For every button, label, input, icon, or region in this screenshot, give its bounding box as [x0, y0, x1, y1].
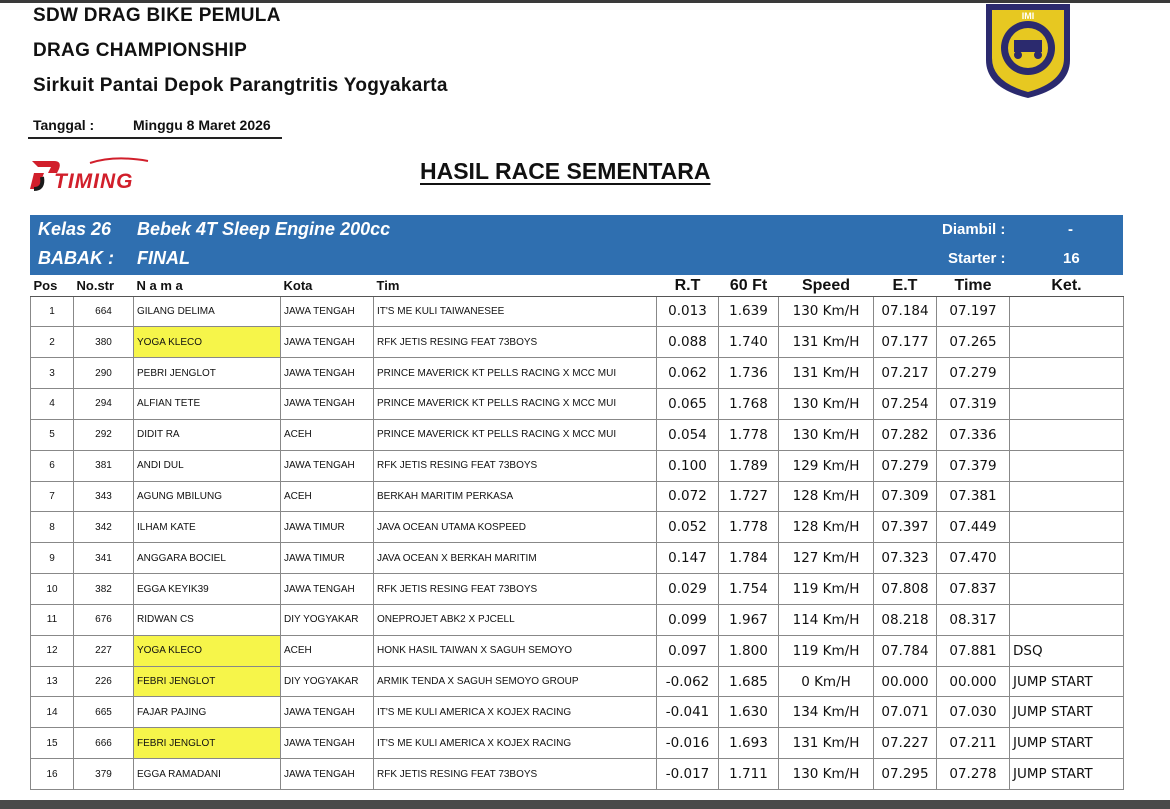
cell-speed: 130 Km/H [779, 296, 874, 327]
cell-rt: 0.054 [657, 419, 719, 450]
cell-rt: -0.041 [657, 697, 719, 728]
cell-ket: JUMP START [1010, 759, 1124, 790]
cell-tim: BERKAH MARITIM PERKASA [374, 481, 657, 512]
cell-rt: 0.029 [657, 574, 719, 605]
cell-tim: ARMIK TENDA X SAGUH SEMOYO GROUP [374, 666, 657, 697]
round-value: FINAL [137, 248, 190, 268]
table-row [31, 419, 1124, 450]
col-time: Time [937, 276, 1010, 296]
table-row [31, 296, 1124, 327]
cell-et: 07.784 [874, 635, 937, 666]
cell-time: 07.449 [937, 512, 1010, 543]
col-pos: Pos [31, 276, 74, 296]
cell-tim: RFK JETIS RESING FEAT 73BOYS [374, 759, 657, 790]
cell-60ft: 1.711 [719, 759, 779, 790]
col-kota: Kota [281, 276, 374, 296]
cell-time: 07.197 [937, 296, 1010, 327]
cell-rt: 0.099 [657, 604, 719, 635]
cell-no-str: 665 [74, 697, 134, 728]
cell-rt: 0.065 [657, 389, 719, 420]
cell-nama: ILHAM KATE [134, 512, 281, 543]
cell-kota: JAWA TENGAH [281, 697, 374, 728]
cell-et: 07.227 [874, 728, 937, 759]
imi-emblem [980, 0, 1076, 100]
cell-60ft: 1.967 [719, 604, 779, 635]
cell-time: 07.211 [937, 728, 1010, 759]
cell-kota: ACEH [281, 419, 374, 450]
cell-nama: ANDI DUL [134, 450, 281, 481]
cell-speed: 127 Km/H [779, 543, 874, 574]
cell-ket [1010, 327, 1124, 358]
cell-rt: -0.017 [657, 759, 719, 790]
cell-pos: 2 [31, 327, 74, 358]
col-et: E.T [874, 276, 937, 296]
cell-pos: 9 [31, 543, 74, 574]
cell-rt: 0.052 [657, 512, 719, 543]
cell-nama: FEBRI JENGLOT [134, 666, 281, 697]
cell-no-str: 382 [74, 574, 134, 605]
cell-ket [1010, 358, 1124, 389]
cell-ket [1010, 450, 1124, 481]
cell-time: 07.265 [937, 327, 1010, 358]
cell-time: 07.837 [937, 574, 1010, 605]
cell-60ft: 1.789 [719, 450, 779, 481]
cell-speed: 0 Km/H [779, 666, 874, 697]
cell-kota: JAWA TENGAH [281, 450, 374, 481]
cell-60ft: 1.693 [719, 728, 779, 759]
cell-tim: RFK JETIS RESING FEAT 73BOYS [374, 574, 657, 605]
cell-no-str: 226 [74, 666, 134, 697]
cell-no-str: 343 [74, 481, 134, 512]
cell-speed: 114 Km/H [779, 604, 874, 635]
cell-no-str: 381 [74, 450, 134, 481]
cell-pos: 3 [31, 358, 74, 389]
bottom-border [0, 800, 1170, 809]
table-row [31, 759, 1124, 790]
cell-60ft: 1.740 [719, 327, 779, 358]
cell-kota: JAWA TENGAH [281, 327, 374, 358]
event-title: SDW DRAG BIKE PEMULA [33, 5, 281, 26]
cell-time: 07.319 [937, 389, 1010, 420]
date-label: Tanggal : [33, 117, 95, 133]
cell-pos: 14 [31, 697, 74, 728]
cell-ket [1010, 389, 1124, 420]
cell-rt: 0.097 [657, 635, 719, 666]
cell-nama: ANGGARA BOCIEL [134, 543, 281, 574]
col-ket: Ket. [1010, 276, 1124, 296]
starter-label: Starter : [948, 250, 1006, 267]
cell-no-str: 380 [74, 327, 134, 358]
col-60ft: 60 Ft [719, 276, 779, 296]
cell-kota: JAWA TIMUR [281, 512, 374, 543]
cell-speed: 131 Km/H [779, 327, 874, 358]
cell-ket [1010, 574, 1124, 605]
cell-nama: EGGA RAMADANI [134, 759, 281, 790]
date-row [33, 117, 271, 133]
cell-nama: FEBRI JENGLOT [134, 728, 281, 759]
table-row [31, 358, 1124, 389]
cell-ket: JUMP START [1010, 697, 1124, 728]
cell-time: 07.030 [937, 697, 1010, 728]
cell-pos: 15 [31, 728, 74, 759]
cell-et: 07.323 [874, 543, 937, 574]
table-row [31, 450, 1124, 481]
table-row [31, 327, 1124, 358]
cell-et: 08.218 [874, 604, 937, 635]
col-tim: Tim [374, 276, 657, 296]
cell-pos: 6 [31, 450, 74, 481]
col-no-str: No.str [74, 276, 134, 296]
taken-value: - [1068, 221, 1073, 238]
cell-et: 00.000 [874, 666, 937, 697]
cell-pos: 13 [31, 666, 74, 697]
cell-tim: HONK HASIL TAIWAN X SAGUH SEMOYO [374, 635, 657, 666]
table-row [31, 666, 1124, 697]
cell-kota: JAWA TENGAH [281, 358, 374, 389]
cell-pos: 8 [31, 512, 74, 543]
cell-nama: GILANG DELIMA [134, 296, 281, 327]
cell-time: 07.278 [937, 759, 1010, 790]
cell-60ft: 1.778 [719, 512, 779, 543]
table-row [31, 543, 1124, 574]
col-speed: Speed [779, 276, 874, 296]
cell-nama: YOGA KLECO [134, 327, 281, 358]
cell-60ft: 1.736 [719, 358, 779, 389]
table-row [31, 481, 1124, 512]
cell-et: 07.282 [874, 419, 937, 450]
cell-no-str: 294 [74, 389, 134, 420]
cell-no-str: 342 [74, 512, 134, 543]
cell-no-str: 290 [74, 358, 134, 389]
cell-time: 07.379 [937, 450, 1010, 481]
table-row [31, 604, 1124, 635]
cell-60ft: 1.685 [719, 666, 779, 697]
date-underline [28, 137, 282, 139]
cell-ket [1010, 512, 1124, 543]
cell-kota: JAWA TENGAH [281, 574, 374, 605]
cell-speed: 119 Km/H [779, 574, 874, 605]
cell-tim: JAVA OCEAN X BERKAH MARITIM [374, 543, 657, 574]
cell-no-str: 341 [74, 543, 134, 574]
starter-value: 16 [1063, 250, 1080, 267]
cell-kota: ACEH [281, 481, 374, 512]
cell-pos: 4 [31, 389, 74, 420]
cell-nama: AGUNG MBILUNG [134, 481, 281, 512]
table-row [31, 728, 1124, 759]
cell-60ft: 1.639 [719, 296, 779, 327]
cell-pos: 1 [31, 296, 74, 327]
cell-rt: 0.147 [657, 543, 719, 574]
emblem-text: IMI [1021, 11, 1035, 21]
cell-time: 00.000 [937, 666, 1010, 697]
cell-kota: JAWA TIMUR [281, 543, 374, 574]
cell-nama: YOGA KLECO [134, 635, 281, 666]
table-row [31, 574, 1124, 605]
cell-rt: 0.062 [657, 358, 719, 389]
date-value: Minggu 8 Maret 2026 [133, 117, 271, 133]
cell-tim: IT'S ME KULI TAIWANESEE [374, 296, 657, 327]
cell-speed: 128 Km/H [779, 481, 874, 512]
cell-et: 07.254 [874, 389, 937, 420]
cell-et: 07.295 [874, 759, 937, 790]
cell-rt: 0.100 [657, 450, 719, 481]
cell-ket [1010, 604, 1124, 635]
cell-et: 07.808 [874, 574, 937, 605]
cell-no-str: 379 [74, 759, 134, 790]
cell-rt: -0.062 [657, 666, 719, 697]
cell-kota: JAWA TENGAH [281, 728, 374, 759]
cell-ket: JUMP START [1010, 666, 1124, 697]
cell-et: 07.397 [874, 512, 937, 543]
cell-speed: 130 Km/H [779, 389, 874, 420]
cell-pos: 10 [31, 574, 74, 605]
timing-logo [30, 155, 170, 195]
cell-60ft: 1.784 [719, 543, 779, 574]
cell-rt: 0.072 [657, 481, 719, 512]
cell-60ft: 1.727 [719, 481, 779, 512]
results-table [30, 276, 1124, 790]
cell-60ft: 1.630 [719, 697, 779, 728]
cell-ket [1010, 481, 1124, 512]
cell-speed: 130 Km/H [779, 759, 874, 790]
cell-nama: RIDWAN CS [134, 604, 281, 635]
cell-time: 07.381 [937, 481, 1010, 512]
cell-speed: 128 Km/H [779, 512, 874, 543]
cell-nama: EGGA KEYIK39 [134, 574, 281, 605]
cell-tim: RFK JETIS RESING FEAT 73BOYS [374, 327, 657, 358]
cell-ket: DSQ [1010, 635, 1124, 666]
cell-tim: PRINCE MAVERICK KT PELLS RACING X MCC MUI [374, 419, 657, 450]
cell-no-str: 676 [74, 604, 134, 635]
col-rt: R.T [657, 276, 719, 296]
cell-speed: 119 Km/H [779, 635, 874, 666]
class-number: Kelas 26 [38, 219, 112, 239]
cell-rt: -0.016 [657, 728, 719, 759]
cell-et: 07.177 [874, 327, 937, 358]
class-info-band [30, 215, 1123, 275]
cell-time: 07.470 [937, 543, 1010, 574]
class-name: Bebek 4T Sleep Engine 200cc [137, 219, 391, 239]
cell-pos: 11 [31, 604, 74, 635]
cell-speed: 129 Km/H [779, 450, 874, 481]
cell-no-str: 227 [74, 635, 134, 666]
cell-tim: IT'S ME KULI AMERICA X KOJEX RACING [374, 728, 657, 759]
cell-pos: 16 [31, 759, 74, 790]
cell-time: 07.881 [937, 635, 1010, 666]
report-title: HASIL RACE SEMENTARA [420, 158, 711, 184]
timing-logo-text: TIMING [54, 170, 134, 193]
cell-ket [1010, 419, 1124, 450]
cell-no-str: 666 [74, 728, 134, 759]
cell-tim: IT'S ME KULI AMERICA X KOJEX RACING [374, 697, 657, 728]
cell-kota: JAWA TENGAH [281, 389, 374, 420]
cell-et: 07.309 [874, 481, 937, 512]
cell-et: 07.279 [874, 450, 937, 481]
cell-tim: JAVA OCEAN UTAMA KOSPEED [374, 512, 657, 543]
cell-ket [1010, 543, 1124, 574]
table-row [31, 512, 1124, 543]
cell-time: 08.317 [937, 604, 1010, 635]
cell-et: 07.071 [874, 697, 937, 728]
cell-pos: 7 [31, 481, 74, 512]
cell-speed: 130 Km/H [779, 419, 874, 450]
cell-nama: PEBRI JENGLOT [134, 358, 281, 389]
cell-kota: JAWA TENGAH [281, 296, 374, 327]
table-row [31, 697, 1124, 728]
cell-speed: 131 Km/H [779, 728, 874, 759]
table-row [31, 635, 1124, 666]
table-header [31, 276, 1124, 296]
cell-kota: DIY YOGYAKAR [281, 666, 374, 697]
cell-speed: 131 Km/H [779, 358, 874, 389]
cell-time: 07.336 [937, 419, 1010, 450]
cell-nama: ALFIAN TETE [134, 389, 281, 420]
event-subtitle: DRAG CHAMPIONSHIP [33, 40, 248, 61]
cell-speed: 134 Km/H [779, 697, 874, 728]
cell-60ft: 1.754 [719, 574, 779, 605]
cell-tim: ONEPROJET ABK2 X PJCELL [374, 604, 657, 635]
col-nama: N a m a [134, 276, 281, 296]
cell-60ft: 1.768 [719, 389, 779, 420]
cell-ket [1010, 296, 1124, 327]
cell-nama: DIDIT RA [134, 419, 281, 450]
cell-time: 07.279 [937, 358, 1010, 389]
cell-60ft: 1.800 [719, 635, 779, 666]
taken-label: Diambil : [942, 221, 1006, 238]
cell-tim: PRINCE MAVERICK KT PELLS RACING X MCC MUI [374, 358, 657, 389]
cell-rt: 0.013 [657, 296, 719, 327]
cell-no-str: 292 [74, 419, 134, 450]
cell-rt: 0.088 [657, 327, 719, 358]
cell-tim: PRINCE MAVERICK KT PELLS RACING X MCC MUI [374, 389, 657, 420]
cell-no-str: 664 [74, 296, 134, 327]
cell-60ft: 1.778 [719, 419, 779, 450]
round-label: BABAK : [38, 248, 114, 268]
cell-et: 07.184 [874, 296, 937, 327]
event-venue: Sirkuit Pantai Depok Parangtritis Yogyakarta [33, 75, 448, 96]
cell-kota: DIY YOGYAKAR [281, 604, 374, 635]
cell-tim: RFK JETIS RESING FEAT 73BOYS [374, 450, 657, 481]
cell-pos: 5 [31, 419, 74, 450]
cell-kota: JAWA TENGAH [281, 759, 374, 790]
cell-kota: ACEH [281, 635, 374, 666]
table-row [31, 389, 1124, 420]
cell-nama: FAJAR PAJING [134, 697, 281, 728]
cell-ket: JUMP START [1010, 728, 1124, 759]
cell-pos: 12 [31, 635, 74, 666]
cell-et: 07.217 [874, 358, 937, 389]
